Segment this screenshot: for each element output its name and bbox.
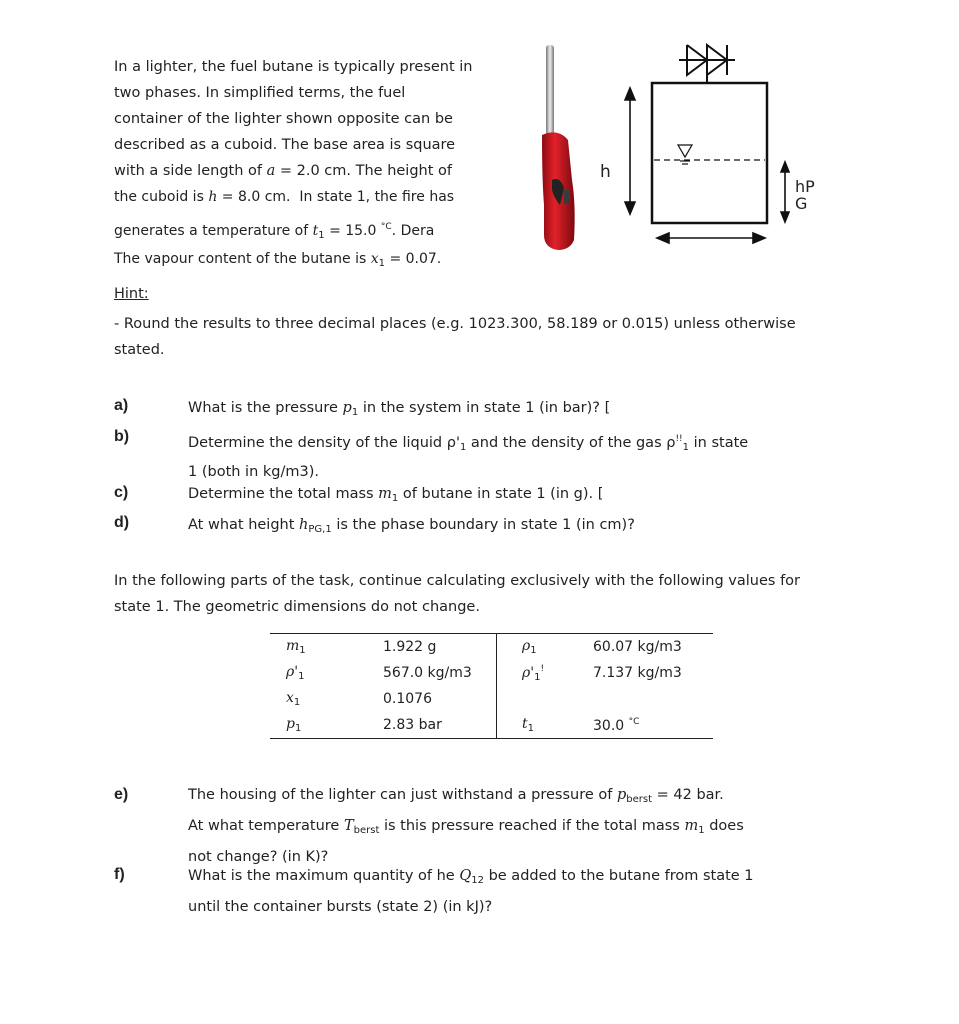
question-f-line2: until the container bursts (state 2) (in kJ)? — [188, 899, 493, 915]
intro-line-4: described as a cuboid. The base area is square — [114, 137, 456, 153]
question-a-pre: What is the pressure — [188, 400, 338, 416]
question-b-label: b) — [114, 428, 130, 445]
question-d-pre: At what height — [188, 517, 295, 533]
table-row — [270, 686, 713, 712]
valve-icon — [679, 45, 735, 83]
side-prefix: with a side length of — [114, 163, 262, 179]
hint-title: Hint: — [114, 286, 149, 302]
height-suffix: In state 1, the fire has — [299, 189, 455, 205]
temp-sub: 1 — [318, 230, 325, 241]
intro-line-1: In a lighter, the fuel butane is typically present in — [114, 59, 473, 75]
question-f-text — [188, 863, 788, 920]
question-a-sub: 1 — [351, 407, 359, 418]
temp-prefix: generates a temperature of — [114, 223, 309, 239]
question-a-label: a) — [114, 397, 129, 414]
state1-values-table — [270, 633, 713, 739]
question-e-text — [188, 782, 788, 870]
hpg-label-top: hP — [795, 177, 815, 196]
temp-value: = 15.0 — [329, 223, 377, 239]
question-e-line1: The housing of the lighter can just withstand a pressure of $p_{berst} = 42$ bar. — [188, 787, 724, 805]
question-a-post: in the system in state 1 (in bar)? [ — [362, 400, 611, 416]
height-prefix: the cuboid is — [114, 189, 204, 205]
question-c-sub: 1 — [391, 493, 399, 504]
table-cell-symbol: $\rho_1$ — [497, 634, 594, 661]
vapour-prefix: The vapour content of the butane is — [114, 251, 367, 267]
question-a-sym: p — [342, 400, 352, 416]
hpg-label-bottom: G — [795, 194, 808, 213]
vapour-value: = 0.07. — [389, 251, 442, 267]
question-d-label: d) — [114, 514, 130, 531]
table-cell-value: 567.0 kg/m3 — [383, 665, 472, 681]
table-row — [270, 634, 713, 661]
temp-suffix: . Dera — [391, 223, 435, 239]
question-b-pre: Determine the density of the liquid ρ' — [188, 435, 460, 451]
table-cell-symbol: $p_1$ — [270, 712, 383, 739]
intro-line-3: container of the lighter shown opposite can be — [114, 111, 453, 127]
question-d-sub: PG,1 — [308, 524, 332, 535]
container-schematic — [592, 40, 832, 250]
table-row — [270, 712, 713, 739]
hint-text: - Round the results to three decimal places (e.g. 1023.300, 58.189 or 0.015) unless otherwise stated. — [114, 316, 796, 358]
table-row — [270, 660, 713, 686]
table-cell-value: 0.1076 — [383, 691, 432, 707]
question-b-post: in state — [693, 435, 749, 451]
height-symbol: h — [208, 189, 218, 205]
lighter-wand — [546, 45, 554, 140]
lighter-grip-tab — [564, 190, 570, 204]
height-value: = 8.0 cm. — [221, 189, 291, 205]
height-arrow — [625, 88, 635, 214]
table-cell-symbol: $x_1$ — [286, 690, 301, 708]
side-value: = 2.0 cm. The height of — [279, 163, 452, 179]
intro-line-height — [114, 184, 500, 210]
temp-unit: °C — [380, 222, 392, 232]
question-c-post: of butane in state 1 (in g). [ — [402, 486, 604, 502]
question-c-text — [188, 482, 788, 511]
question-e-label: e) — [114, 786, 129, 803]
question-e-line3: not change? (in K)? — [188, 849, 329, 865]
liquid-level-marker-icon — [678, 145, 692, 164]
question-b-sup2: !! — [675, 434, 683, 444]
question-c-pre: Determine the total mass — [188, 486, 374, 502]
question-d-post: is the phase boundary in state 1 (in cm)? — [336, 517, 635, 533]
table-cell-value: 60.07 kg/m3 — [593, 634, 713, 661]
question-d-sym: h — [299, 517, 309, 533]
question-c-label: c) — [114, 484, 129, 501]
table-cell-symbol: $t_1$ — [497, 712, 594, 739]
table-cell-symbol: $m_1$ — [270, 634, 383, 661]
question-e-line2: At what temperature $T_{berst}$ is this pressure reached if the total mass $m_1$ does — [188, 818, 744, 836]
table-cell-value: 7.137 kg/m3 — [593, 665, 682, 681]
question-d-text — [188, 513, 788, 542]
question-a-text — [188, 396, 788, 425]
table-cell-symbol: $\rho'_1$ — [286, 664, 305, 682]
lighter-image — [530, 40, 590, 255]
question-b-sub1: 1 — [459, 442, 467, 453]
intro-paragraph — [114, 54, 500, 277]
table-cell-symbol: $\rho'_1^!$ — [497, 660, 594, 686]
question-f-label: f) — [114, 866, 125, 883]
table-cell-value: 2.83 bar — [383, 712, 497, 739]
hpg-label — [795, 178, 815, 212]
intro-line-side — [114, 158, 500, 184]
question-b-sub2: 1 — [682, 442, 690, 453]
container-box — [652, 83, 767, 223]
question-f-line1: What is the maximum quantity of he $Q_{12}$ be added to the butane from state 1 — [188, 868, 754, 886]
vapour-sub: 1 — [378, 258, 385, 269]
table-cell-value — [593, 686, 713, 712]
vapour-symbol: x — [370, 251, 379, 267]
side-symbol: a — [266, 163, 276, 179]
question-b-line2: 1 (both in kg/m3). — [188, 464, 319, 480]
h-label: h — [600, 162, 611, 182]
intro-line-vapour — [114, 246, 500, 277]
intro-line-temp — [114, 214, 500, 249]
table-cell-value: 30.0 $^{^\circ C}$ — [593, 712, 713, 739]
temp-symbol: t — [312, 223, 319, 239]
question-b-mid: and the density of the gas ρ — [470, 435, 676, 451]
continue-paragraph: In the following parts of the task, continue calculating exclusively with the following values for state 1. The geometric dimensions do not change. — [114, 573, 801, 615]
intro-line-2: two phases. In simplified terms, the fuel — [114, 85, 406, 101]
question-b-text — [188, 427, 788, 484]
table-cell-symbol — [497, 686, 594, 712]
width-arrow — [657, 233, 765, 243]
hpg-arrow — [781, 162, 789, 222]
table-cell-value: 1.922 g — [383, 634, 497, 661]
question-c-sym: m — [378, 486, 392, 502]
question-b-line1 — [188, 427, 788, 460]
